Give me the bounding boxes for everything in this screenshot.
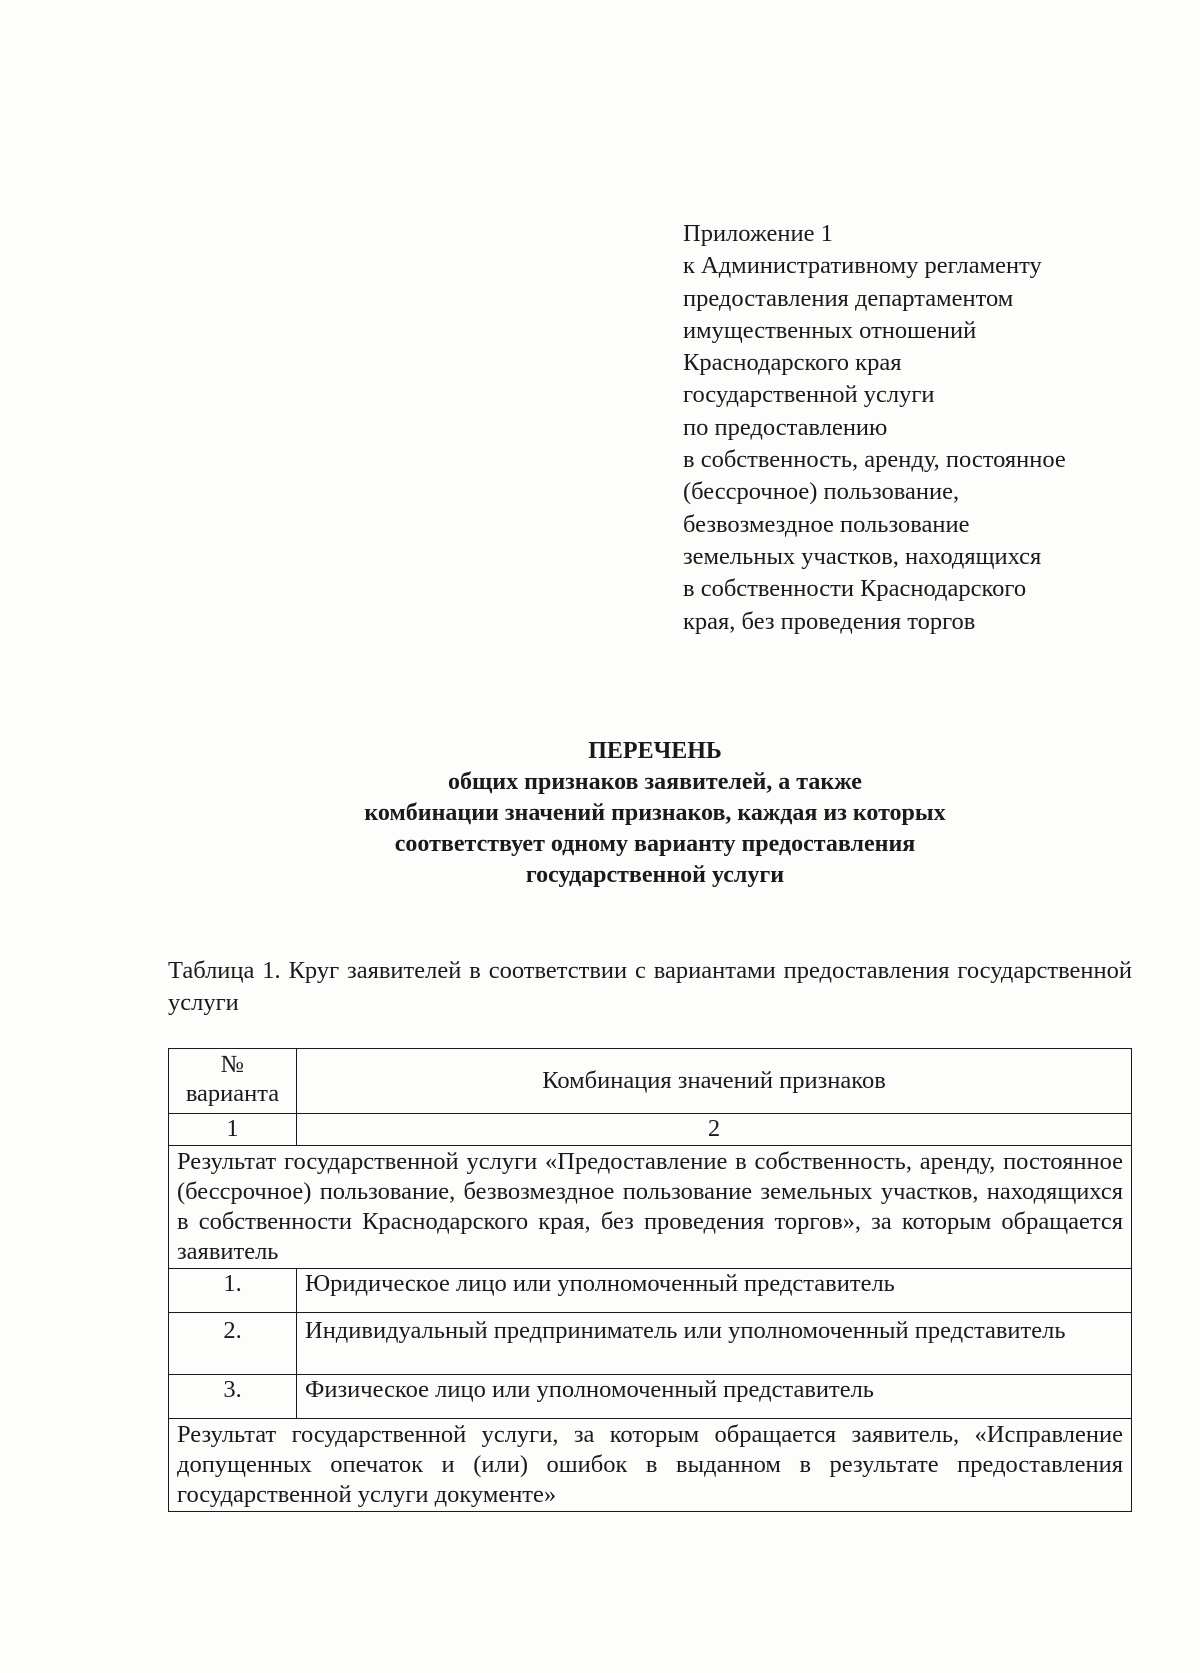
table-caption: Таблица 1. Круг заявителей в соответствии с вариантами предоставления государственной услуги — [168, 957, 1132, 1016]
table-section-row — [169, 1418, 1132, 1511]
section-result-correction: Результат государственной услуги, за которым обращается заявитель, «Исправление допущенных опечаток и (или) ошибок в выданном в результате предоставления государственной услуги документе» — [169, 1418, 1132, 1511]
appendix-line: Приложение 1 — [683, 220, 833, 247]
appendix-block — [683, 218, 1153, 638]
appendix-line: к Административному регламенту — [683, 252, 1042, 280]
appendix-line: в собственности Краснодарского — [683, 575, 1027, 603]
appendix-line: безвозмездное пользование — [683, 510, 970, 538]
variant-description: Индивидуальный предприниматель или уполномоченный представитель — [297, 1312, 1132, 1374]
document-title: ПЕРЕЧЕНЬ — [588, 738, 722, 764]
document-heading — [0, 736, 1200, 891]
variant-number: 1. — [169, 1268, 297, 1312]
variant-description: Физическое лицо или уполномоченный представитель — [297, 1374, 1132, 1418]
table-index-row — [169, 1114, 1132, 1146]
header-number-sign: № — [220, 1051, 245, 1078]
section-result-provision: Результат государственной услуги «Предоставление в собственность, аренду, постоянное (бессрочное) пользование, безвозмездное пользование земельных участков, находящихся в собственности Краснодарского края, без проведения торгов», за которым обращается заявитель — [169, 1145, 1132, 1268]
variant-number: 3. — [169, 1374, 297, 1418]
document-subtitle-line: государственной услуги — [525, 862, 785, 888]
appendix-line: предоставления департаментом — [683, 284, 1014, 312]
appendix-line: края, без проведения торгов — [683, 607, 976, 635]
appendix-line: в собственность, аренду, постоянное — [683, 446, 1066, 474]
document-subtitle-line: соответствует одному варианту предоставления — [394, 831, 916, 857]
table-row — [169, 1312, 1132, 1374]
column-index: 2 — [297, 1114, 1132, 1146]
header-variant-number — [169, 1049, 297, 1114]
variant-number: 2. — [169, 1312, 297, 1374]
variant-description: Юридическое лицо или уполномоченный представитель — [297, 1268, 1132, 1312]
applicants-table — [168, 1048, 1132, 1512]
document-subtitle-line: комбинации значений признаков, каждая из которых — [364, 800, 946, 826]
table-row — [169, 1268, 1132, 1312]
header-variant-label: варианта — [185, 1080, 280, 1107]
appendix-line: по предоставлению — [683, 413, 888, 441]
appendix-line: имущественных отношений — [683, 316, 977, 344]
table-header-row — [169, 1049, 1132, 1114]
appendix-line: государственной услуги — [683, 381, 935, 409]
table-section-row — [169, 1145, 1132, 1268]
header-combination: Комбинация значений признаков — [297, 1049, 1132, 1114]
table-row — [169, 1374, 1132, 1418]
column-index: 1 — [169, 1114, 297, 1146]
document-subtitle-line: общих признаков заявителей, а также — [448, 769, 862, 795]
appendix-line: Краснодарского края — [683, 349, 902, 377]
appendix-line: земельных участков, находящихся — [683, 542, 1042, 570]
appendix-line: (бессрочное) пользование, — [683, 478, 960, 506]
